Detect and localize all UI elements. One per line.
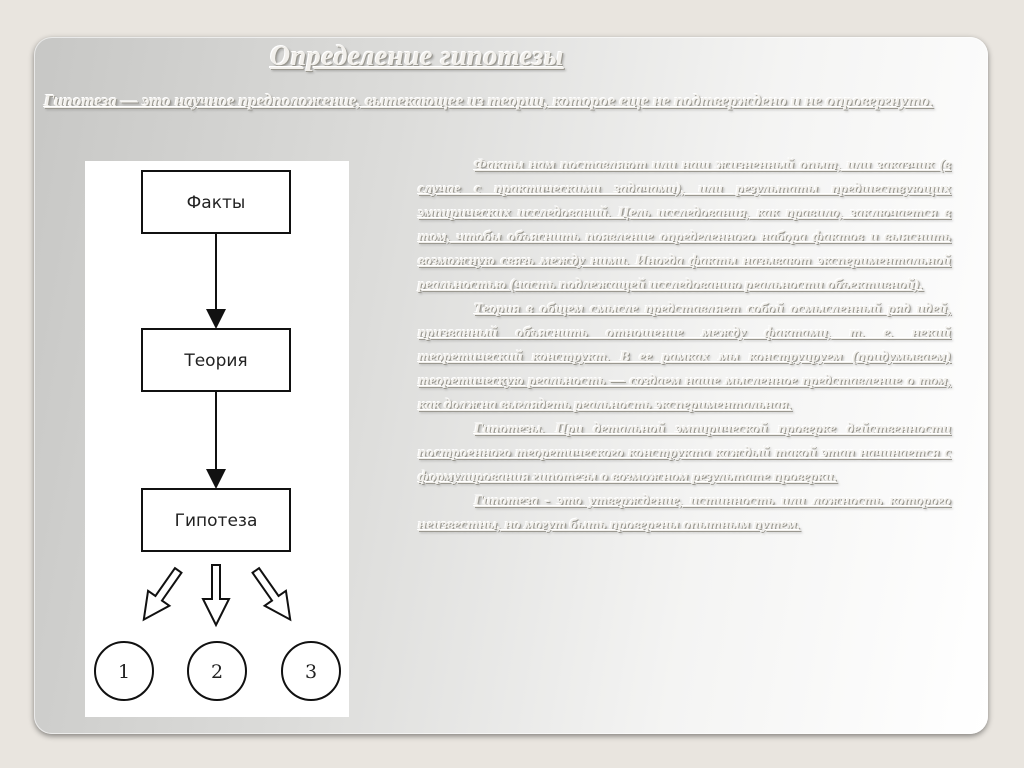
hollow-arrow-right: [245, 563, 301, 627]
paragraph-hypotheses: Гипотезы. При детальной эмпирической проверке действенности построенного теоретического конструкта каждый такой этап начинается с формулирования гипотезы о возможном результате проверки.: [418, 421, 951, 485]
slide-title: Определение гипотезы: [270, 41, 564, 72]
facts-box: [142, 171, 290, 233]
hypothesis-box: [142, 489, 290, 551]
hypothesis-diagram: [85, 161, 349, 717]
theory-label: Теория: [184, 351, 248, 371]
hollow-arrow-center: [203, 565, 229, 625]
hypothesis-definition: Гипотеза — это научное предположение, вытекающее из теории, которое еще не подтверждено и не опровергнуто.: [44, 91, 934, 110]
hollow-arrow-left: [133, 563, 189, 627]
paragraph-hypothesis-definition: Гипотеза - это утверждение, истинность или ложность которого неизвестны, но могут быть проверены опытным путем.: [418, 493, 951, 533]
paragraph-theory: Теория в общем смысле представляет собой осмысленный ряд идей, призванный объяснить отношение между фактами, т. е. некий теоретический конструкт. В ее рамках мы конструируем (придумываем) теоретическую реальность — создаем наше мысленное представление о том, как должна выглядеть реальность экспериментальная.: [418, 301, 951, 413]
outcome-circle-2: [188, 642, 246, 700]
explanation-text: [418, 153, 951, 537]
paragraph-facts: Факты нам поставляют или наш жизненный опыт, или заказчик (в случае с практическими задачами), или результаты предшествующих эмпирических исследований. Цель исследования, как правило, заключается в том, чтобы объяснить появление определенного набора фактов и выяснить возможную связь между ними. Иногда факты называют экспериментальной реальностью (часть подлежащей исследованию реальности объективной).: [418, 157, 951, 293]
outcome-circle-1: [95, 642, 153, 700]
facts-label: Факты: [186, 193, 246, 213]
diagram-canvas: [85, 161, 349, 717]
hypothesis-label: Гипотеза: [174, 511, 258, 531]
theory-box: [142, 329, 290, 391]
slide: [34, 37, 988, 734]
outcome-label-2: 2: [210, 661, 224, 683]
outcome-label-3: 3: [304, 661, 318, 683]
outcome-circle-3: [282, 642, 340, 700]
outcome-label-1: 1: [117, 661, 131, 683]
